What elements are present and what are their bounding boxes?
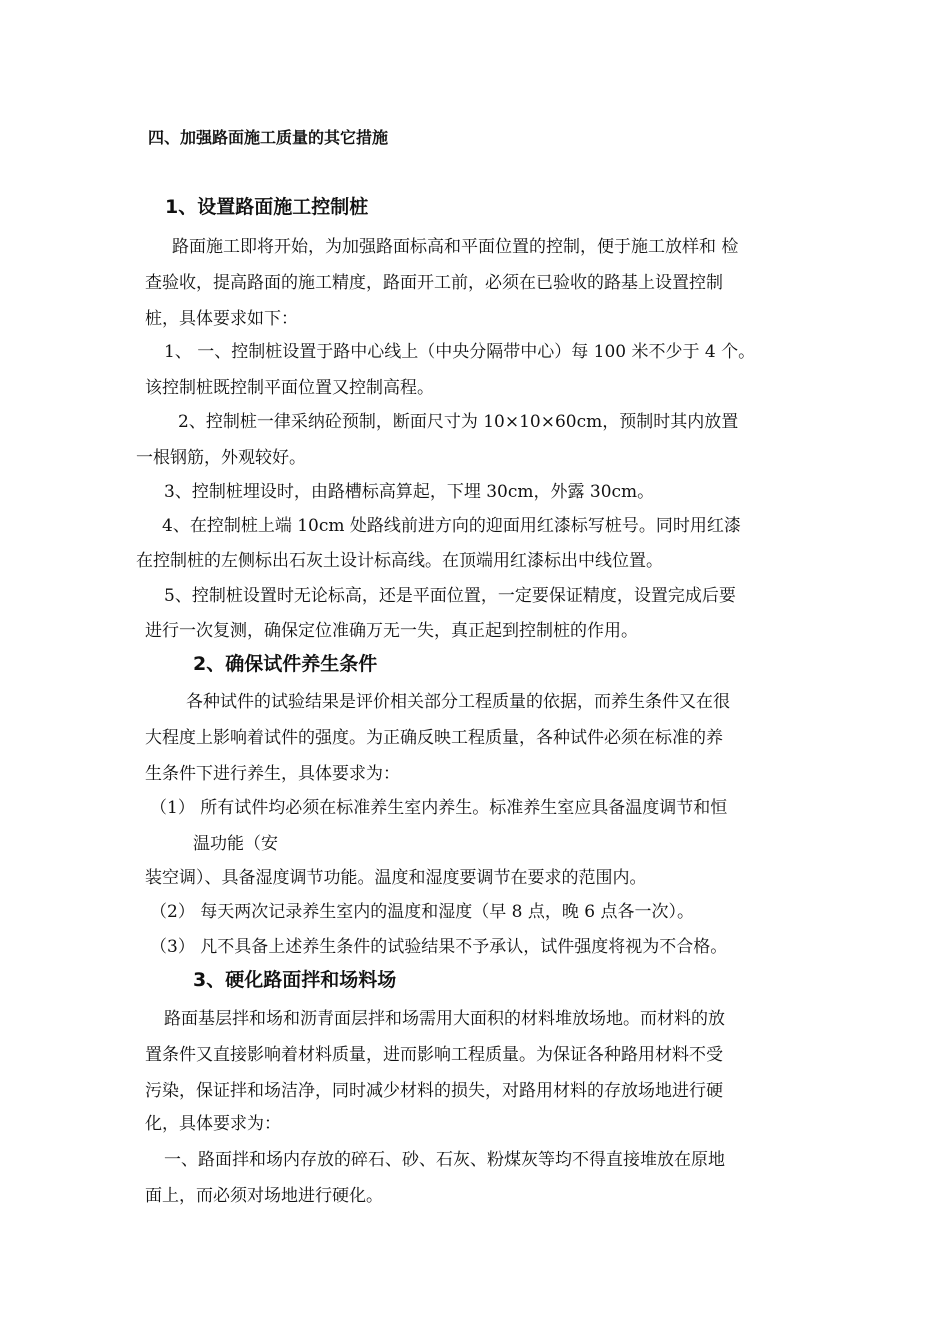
paragraph-line: 3、控制桩埋设时，由路槽标高算起，下埋 30cm，外露 30cm。: [164, 482, 655, 502]
paragraph-line: 各种试件的试验结果是评价相关部分工程质量的依据，而养生条件又在很: [186, 692, 730, 712]
paragraph-line: 查验收，提高路面的施工精度，路面开工前，必须在已验收的路基上设置控制: [145, 273, 723, 293]
paragraph-line: 5、控制桩设置时无论标高，还是平面位置，一定要保证精度，设置完成后要: [164, 586, 736, 606]
paragraph-line: 桩，具体要求如下：: [145, 309, 298, 329]
paragraph-line: 在控制桩的左侧标出石灰土设计标高线。在顶端用红漆标出中线位置。: [136, 551, 663, 571]
paragraph-line: 4、在控制桩上端 10cm 处路线前进方向的迎面用红漆标写桩号。同时用红漆: [162, 516, 741, 536]
paragraph-line: 面上，而必须对场地进行硬化。: [145, 1186, 383, 1206]
paragraph-line: 进行一次复测，确保定位准确万无一失，真正起到控制桩的作用。: [145, 621, 638, 641]
paragraph-line: 路面施工即将开始，为加强路面标高和平面位置的控制，便于施工放样和 检: [172, 237, 739, 257]
main-title: 四、加强路面施工质量的其它措施: [148, 128, 389, 147]
paragraph-line: 路面基层拌和场和沥青面层拌和场需用大面积的材料堆放场地。而材料的放: [164, 1009, 725, 1029]
paragraph-line: 一、路面拌和场内存放的碎石、砂、石灰、粉煤灰等均不得直接堆放在原地: [164, 1150, 725, 1170]
paragraph-line: 污染，保证拌和场洁净，同时减少材料的损失，对路用材料的存放场地进行硬: [145, 1081, 723, 1101]
paragraph-line: （3） 凡不具备上述养生条件的试验结果不予承认，试件强度将视为不合格。: [150, 937, 728, 957]
section-3-title: 3、硬化路面拌和场料场: [193, 969, 397, 991]
paragraph-line: （2） 每天两次记录养生室内的温度和湿度（早 8 点，晚 6 点各一次）。: [150, 902, 694, 922]
section-1-title: 1、设置路面施工控制桩: [165, 196, 369, 218]
paragraph-line: 温功能（安: [193, 834, 278, 854]
paragraph-line: 一根钢筋，外观较好。: [136, 448, 306, 468]
paragraph-line: （1） 所有试件均必须在标准养生室内养生。标准养生室应具备温度调节和恒: [150, 798, 728, 818]
paragraph-line: 该控制桩既控制平面位置又控制高程。: [145, 378, 434, 398]
paragraph-line: 化，具体要求为：: [145, 1114, 281, 1134]
paragraph-line: 置条件又直接影响着材料质量，进而影响工程质量。为保证各种路用材料不受: [145, 1045, 723, 1065]
paragraph-line: 生条件下进行养生，具体要求为：: [145, 764, 400, 784]
paragraph-line: 大程度上影响着试件的强度。为正确反映工程质量，各种试件必须在标准的养: [145, 728, 723, 748]
section-2-title: 2、确保试件养生条件: [193, 653, 378, 675]
paragraph-line: 1、 一、控制桩设置于路中心线上（中央分隔带中心）每 100 米不少于 4 个。: [164, 342, 756, 362]
paragraph-line: 装空调）、具备湿度调节功能。温度和湿度要调节在要求的范围内。: [145, 868, 647, 888]
paragraph-line: 2、控制桩一律采纳砼预制，断面尺寸为 10×10×60cm，预制时其内放置: [178, 412, 739, 432]
